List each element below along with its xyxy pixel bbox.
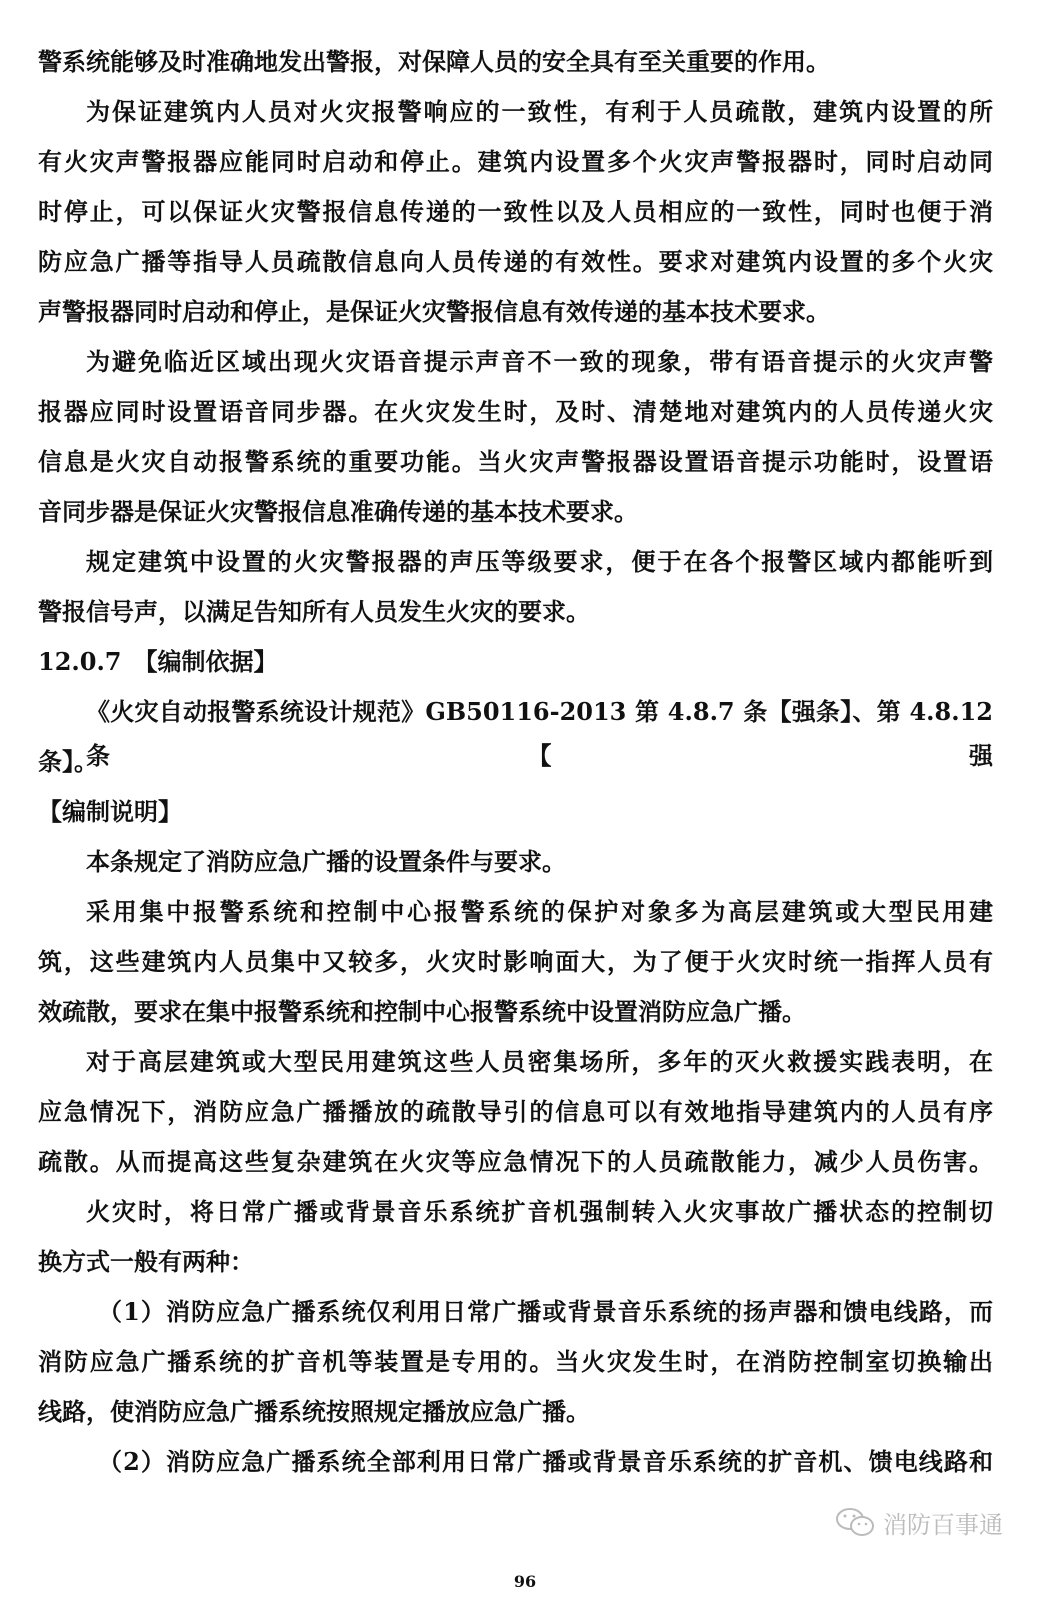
- text-line: 《火灾自动报警系统设计规范》GB50116-2013 第 4.8.7 条【强条】、第 4.8.12 条【强: [86, 697, 993, 770]
- text-line: （1）消防应急广播系统仅利用日常广播或背景音乐系统的扬声器和馈电线路，而: [98, 1297, 993, 1326]
- text-line: 警报信号声，以满足告知所有人员发生火灾的要求。: [38, 597, 590, 626]
- text-line: 疏散。从而提高这些复杂建筑在火灾等应急情况下的人员疏散能力，减少人员伤害。: [38, 1147, 993, 1176]
- text-line: 时停止，可以保证火灾警报信息传递的一致性以及人员相应的一致性，同时也便于消: [38, 197, 993, 226]
- document-body: [38, 40, 993, 1490]
- text-line: 条】。: [38, 747, 98, 776]
- text-line: 筑，这些建筑内人员集中又较多，火灾时影响面大，为了便于火灾时统一指挥人员有: [38, 947, 993, 976]
- text-line: 信息是火灾自动报警系统的重要功能。当火灾声警报器设置语音提示功能时，设置语: [38, 447, 993, 476]
- text-line: 线路，使消防应急广播系统按照规定播放应急广播。: [38, 1397, 590, 1426]
- wechat-icon: [835, 1506, 877, 1540]
- text-line: 报器应同时设置语音同步器。在火灾发生时，及时、清楚地对建筑内的人员传递火灾: [38, 397, 993, 426]
- text-line: 声警报器同时启动和停止，是保证火灾警报信息有效传递的基本技术要求。: [38, 297, 830, 326]
- text-line: （2）消防应急广播系统全部利用日常广播或背景音乐系统的扩音机、馈电线路和: [98, 1447, 993, 1476]
- text-line: 音同步器是保证火灾警报信息准确传递的基本技术要求。: [38, 497, 638, 526]
- text-line: 应急情况下，消防应急广播播放的疏散导引的信息可以有效地指导建筑内的人员有序: [38, 1097, 993, 1126]
- text-line: 规定建筑中设置的火灾警报器的声压等级要求，便于在各个报警区域内都能听到: [86, 547, 993, 576]
- text-line: 效疏散，要求在集中报警系统和控制中心报警系统中设置消防应急广播。: [38, 997, 806, 1026]
- text-line: 采用集中报警系统和控制中心报警系统的保护对象多为高层建筑或大型民用建: [86, 897, 993, 926]
- section-heading: 【编制说明】: [38, 797, 182, 826]
- text-line: 本条规定了消防应急广播的设置条件与要求。: [86, 847, 566, 876]
- text-line: 换方式一般有两种：: [38, 1247, 254, 1276]
- text-line: 为保证建筑内人员对火灾报警响应的一致性，有利于人员疏散，建筑内设置的所: [86, 97, 993, 126]
- watermark-text: 消防百事通: [883, 1511, 1003, 1539]
- text-line: 有火灾声警报器应能同时启动和停止。建筑内设置多个火灾声警报器时，同时启动同: [38, 147, 993, 176]
- text-line: 消防应急广播系统的扩音机等装置是专用的。当火灾发生时，在消防控制室切换输出: [38, 1347, 993, 1376]
- text-line: 为避免临近区域出现火灾语音提示声音不一致的现象，带有语音提示的火灾声警: [86, 347, 993, 376]
- text-line: 防应急广播等指导人员疏散信息向人员传递的有效性。要求对建筑内设置的多个火灾: [38, 247, 993, 276]
- text-line: 火灾时，将日常广播或背景音乐系统扩音机强制转入火灾事故广播状态的控制切: [86, 1197, 993, 1226]
- text-line: 警系统能够及时准确地发出警报，对保障人员的安全具有至关重要的作用。: [38, 47, 830, 76]
- section-heading: 12.0.7 【编制依据】: [38, 647, 278, 676]
- text-line: 对于高层建筑或大型民用建筑这些人员密集场所，多年的灭火救援实践表明，在: [86, 1047, 993, 1076]
- page-number: 96: [513, 1572, 537, 1591]
- watermark: [835, 1505, 1003, 1540]
